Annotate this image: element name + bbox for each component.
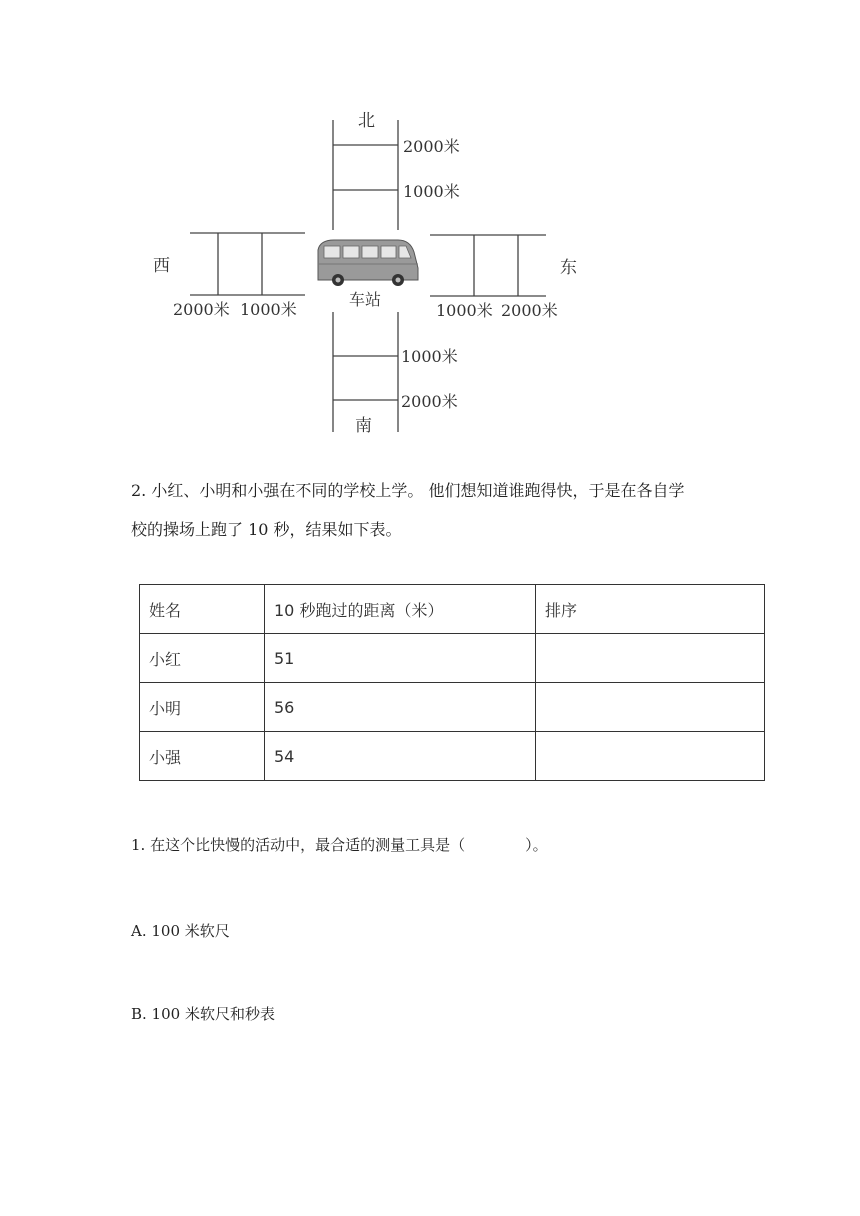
west-mark-2000: 2000米 xyxy=(173,300,230,319)
header-name: 姓名 xyxy=(140,585,265,634)
option-b[interactable]: B. 100 米软尺和秒表 xyxy=(131,1005,275,1023)
cell-name: 小明 xyxy=(140,683,265,732)
cell-name: 小强 xyxy=(140,732,265,781)
cell-distance: 51 xyxy=(265,634,536,683)
results-table xyxy=(139,584,765,781)
east-mark-1000: 1000米 xyxy=(436,301,493,320)
label-west: 西 xyxy=(153,256,170,276)
label-south: 南 xyxy=(355,416,372,436)
cell-rank[interactable] xyxy=(536,683,765,732)
cell-name: 小红 xyxy=(140,634,265,683)
cell-rank[interactable] xyxy=(536,634,765,683)
direction-diagram xyxy=(0,0,860,450)
table-header-row xyxy=(140,585,765,634)
table-row xyxy=(140,634,765,683)
label-station: 车站 xyxy=(349,290,382,309)
east-mark-2000: 2000米 xyxy=(501,301,558,320)
cell-distance: 54 xyxy=(265,732,536,781)
north-mark-2000: 2000米 xyxy=(403,137,460,156)
label-east: 东 xyxy=(560,258,577,278)
sub-question-text: 1. 在这个比快慢的活动中，最合适的测量工具是（ ）。 xyxy=(131,836,548,854)
option-a[interactable]: A. 100 米软尺 xyxy=(131,922,230,940)
header-rank: 排序 xyxy=(536,585,765,634)
question-2-line-1: 2. 小红、小明和小强在不同的学校上学。 他们想知道谁跑得快，于是在各自学 xyxy=(131,481,685,500)
header-distance: 10 秒跑过的距离（米） xyxy=(265,585,536,634)
south-mark-1000: 1000米 xyxy=(401,347,458,366)
bus-icon xyxy=(318,240,418,286)
question-2-line-2: 校的操场上跑了 10 秒，结果如下表。 xyxy=(131,520,402,539)
south-mark-2000: 2000米 xyxy=(401,392,458,411)
north-mark-1000: 1000米 xyxy=(403,182,460,201)
label-north: 北 xyxy=(358,111,375,131)
cell-distance: 56 xyxy=(265,683,536,732)
table-row xyxy=(140,732,765,781)
table-row xyxy=(140,683,765,732)
west-mark-1000: 1000米 xyxy=(240,300,297,319)
cell-rank[interactable] xyxy=(536,732,765,781)
